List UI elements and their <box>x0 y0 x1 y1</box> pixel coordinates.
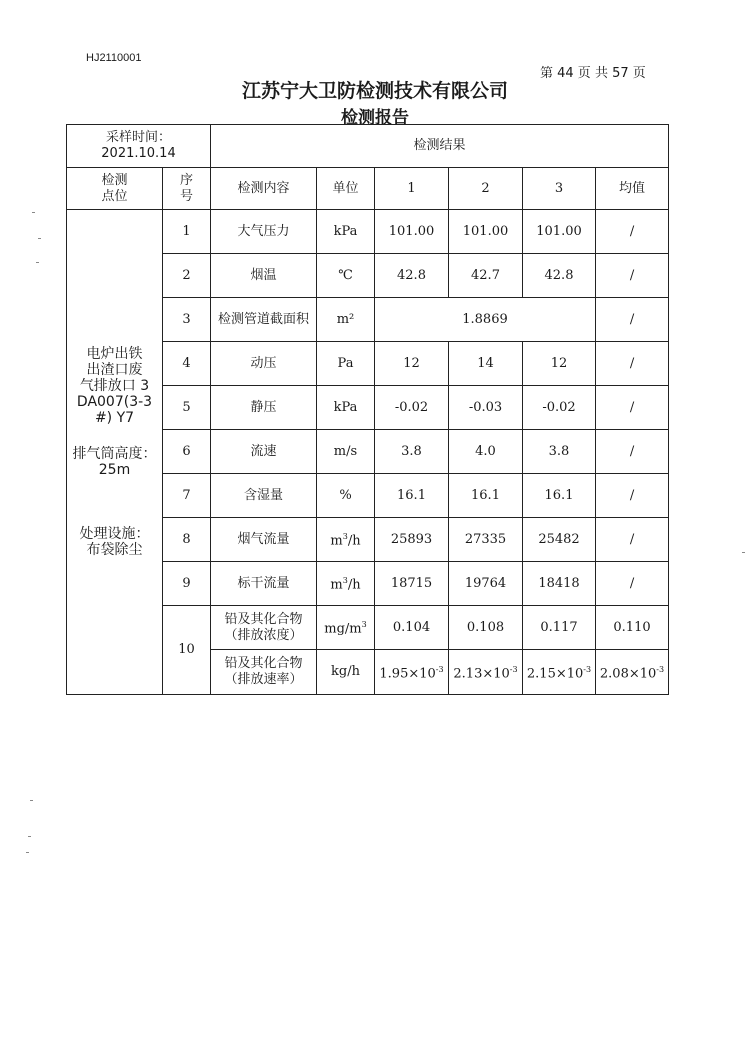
value-exponent: -3 <box>435 664 444 674</box>
item-line: 铅及其化合物 <box>224 656 303 671</box>
seq-header-line1: 序 <box>179 172 193 188</box>
value-cell: 16.1 <box>523 474 596 518</box>
value-cell: 42.8 <box>375 254 449 298</box>
avg-cell <box>596 650 669 695</box>
point-line: DA007(3-3 <box>76 394 153 410</box>
col2-header: 2 <box>449 168 523 210</box>
unit-cell: m/s <box>317 430 375 474</box>
value-cell: 0.108 <box>449 606 523 650</box>
item-cell: 烟气流量 <box>211 518 317 562</box>
seq-cell: 8 <box>163 518 211 562</box>
avg-cell: / <box>596 562 669 606</box>
col1-header: 1 <box>375 168 449 210</box>
unit-cell <box>317 606 375 650</box>
value-cell: 16.1 <box>449 474 523 518</box>
results-table <box>66 124 669 695</box>
page-number: 第 44 页 共 57 页 <box>540 66 646 81</box>
stack-height-label: 排气筒高度： <box>72 446 157 462</box>
value-cell: 25893 <box>375 518 449 562</box>
sampling-time-value: 2021.10.14 <box>101 146 176 161</box>
seq-cell: 7 <box>163 474 211 518</box>
merged-value-cell: 1.8869 <box>375 298 596 342</box>
unit-sup: 3 <box>342 532 348 542</box>
seq-cell: 4 <box>163 342 211 386</box>
value-cell: 27335 <box>449 518 523 562</box>
item-cell: 静压 <box>211 386 317 430</box>
value-cell: 18418 <box>523 562 596 606</box>
scan-mark <box>30 800 33 801</box>
avg-cell: / <box>596 342 669 386</box>
value-cell <box>449 650 523 695</box>
seq-cell: 10 <box>163 606 211 695</box>
value-cell: -0.02 <box>523 386 596 430</box>
document-id: HJ2110001 <box>86 52 142 64</box>
value-cell <box>523 650 596 695</box>
avg-cell: / <box>596 254 669 298</box>
item-cell: 动压 <box>211 342 317 386</box>
seq-cell: 1 <box>163 210 211 254</box>
avg-cell: 0.110 <box>596 606 669 650</box>
unit-cell: % <box>317 474 375 518</box>
col3-header: 3 <box>523 168 596 210</box>
value-exponent: -3 <box>509 664 518 674</box>
seq-cell: 6 <box>163 430 211 474</box>
seq-header <box>163 168 211 210</box>
sampling-time-label: 采样时间： <box>105 130 171 145</box>
avg-cell: / <box>596 210 669 254</box>
value-cell: 14 <box>449 342 523 386</box>
value-base: 2.08×10 <box>599 666 657 682</box>
item-header: 检测内容 <box>211 168 317 210</box>
value-cell: 18715 <box>375 562 449 606</box>
value-cell: 16.1 <box>375 474 449 518</box>
seq-cell: 3 <box>163 298 211 342</box>
unit-cell: kPa <box>317 386 375 430</box>
scan-mark <box>32 212 35 213</box>
facility-value: 布袋除尘 <box>86 542 143 558</box>
item-cell: 流速 <box>211 430 317 474</box>
unit-cell: Pa <box>317 342 375 386</box>
company-name: 江苏宁大卫防检测技术有限公司 <box>241 80 508 102</box>
unit-rest: /h <box>347 533 361 549</box>
item-line: 铅及其化合物 <box>224 611 303 627</box>
facility-label: 处理设施： <box>79 526 150 542</box>
avg-cell: / <box>596 386 669 430</box>
value-exponent: -3 <box>583 664 592 674</box>
seq-header-line2: 号 <box>179 188 193 204</box>
value-cell: 0.104 <box>375 606 449 650</box>
item-line: （排放浓度） <box>224 627 303 643</box>
value-cell: 19764 <box>449 562 523 606</box>
value-cell: 42.7 <box>449 254 523 298</box>
value-base: 2.15×10 <box>526 666 584 682</box>
avg-header: 均值 <box>596 168 669 210</box>
point-header <box>67 168 163 210</box>
scan-mark <box>38 238 41 239</box>
header-row-columns <box>67 168 669 210</box>
item-cell: 大气压力 <box>211 210 317 254</box>
value-cell: -0.03 <box>449 386 523 430</box>
item-cell: 检测管道截面积 <box>211 298 317 342</box>
avg-cell: / <box>596 298 669 342</box>
point-line: #) Y7 <box>94 410 135 426</box>
value-cell: 12 <box>523 342 596 386</box>
item-cell: 含湿量 <box>211 474 317 518</box>
value-cell: 101.00 <box>449 210 523 254</box>
unit-cell <box>317 562 375 606</box>
unit-cell: ℃ <box>317 254 375 298</box>
seq-cell: 9 <box>163 562 211 606</box>
value-cell: 0.117 <box>523 606 596 650</box>
value-cell: 3.8 <box>375 430 449 474</box>
unit-header: 单位 <box>317 168 375 210</box>
value-cell: 101.00 <box>375 210 449 254</box>
results-header: 检测结果 <box>211 125 669 168</box>
point-line: 气排放口 3 <box>79 378 150 394</box>
unit-cell <box>317 518 375 562</box>
avg-cell: / <box>596 474 669 518</box>
scan-mark <box>28 836 31 837</box>
value-base: 1.95×10 <box>379 666 436 682</box>
table-row <box>67 210 669 254</box>
unit-base: mg/m <box>324 621 362 637</box>
value-cell: -0.02 <box>375 386 449 430</box>
unit-cell: kPa <box>317 210 375 254</box>
unit-sup: 3 <box>342 576 348 586</box>
avg-cell: / <box>596 430 669 474</box>
unit-sup: 3 <box>361 620 367 630</box>
point-line: 电炉出铁 <box>86 346 143 362</box>
seq-cell: 5 <box>163 386 211 430</box>
report-title: 检测报告 <box>341 108 409 128</box>
item-line: （排放速率） <box>224 672 303 687</box>
value-exponent: -3 <box>656 664 665 674</box>
avg-cell: / <box>596 518 669 562</box>
unit-cell: m² <box>317 298 375 342</box>
value-base: 2.13×10 <box>453 666 510 682</box>
sampling-time-cell <box>67 125 211 168</box>
point-header-line2: 点位 <box>101 188 128 204</box>
value-cell: 42.8 <box>523 254 596 298</box>
value-cell <box>375 650 449 695</box>
scan-mark <box>742 552 745 553</box>
item-cell <box>211 606 317 650</box>
header-row-sampling <box>67 125 669 168</box>
point-line: 出渣口废 <box>86 362 143 378</box>
unit-base: m <box>330 577 343 593</box>
item-cell <box>211 650 317 695</box>
unit-rest: /h <box>347 577 361 593</box>
value-cell: 101.00 <box>523 210 596 254</box>
value-cell: 25482 <box>523 518 596 562</box>
stack-height-value: 25m <box>98 462 131 478</box>
value-cell: 3.8 <box>523 430 596 474</box>
value-cell: 12 <box>375 342 449 386</box>
point-header-line1: 检测 <box>101 172 128 188</box>
scan-mark <box>36 262 39 263</box>
value-cell: 4.0 <box>449 430 523 474</box>
monitoring-point-cell <box>67 210 163 695</box>
scan-mark <box>26 852 29 853</box>
unit-cell: kg/h <box>317 650 375 695</box>
unit-base: m <box>330 533 343 549</box>
item-cell: 标干流量 <box>211 562 317 606</box>
seq-cell: 2 <box>163 254 211 298</box>
item-cell: 烟温 <box>211 254 317 298</box>
